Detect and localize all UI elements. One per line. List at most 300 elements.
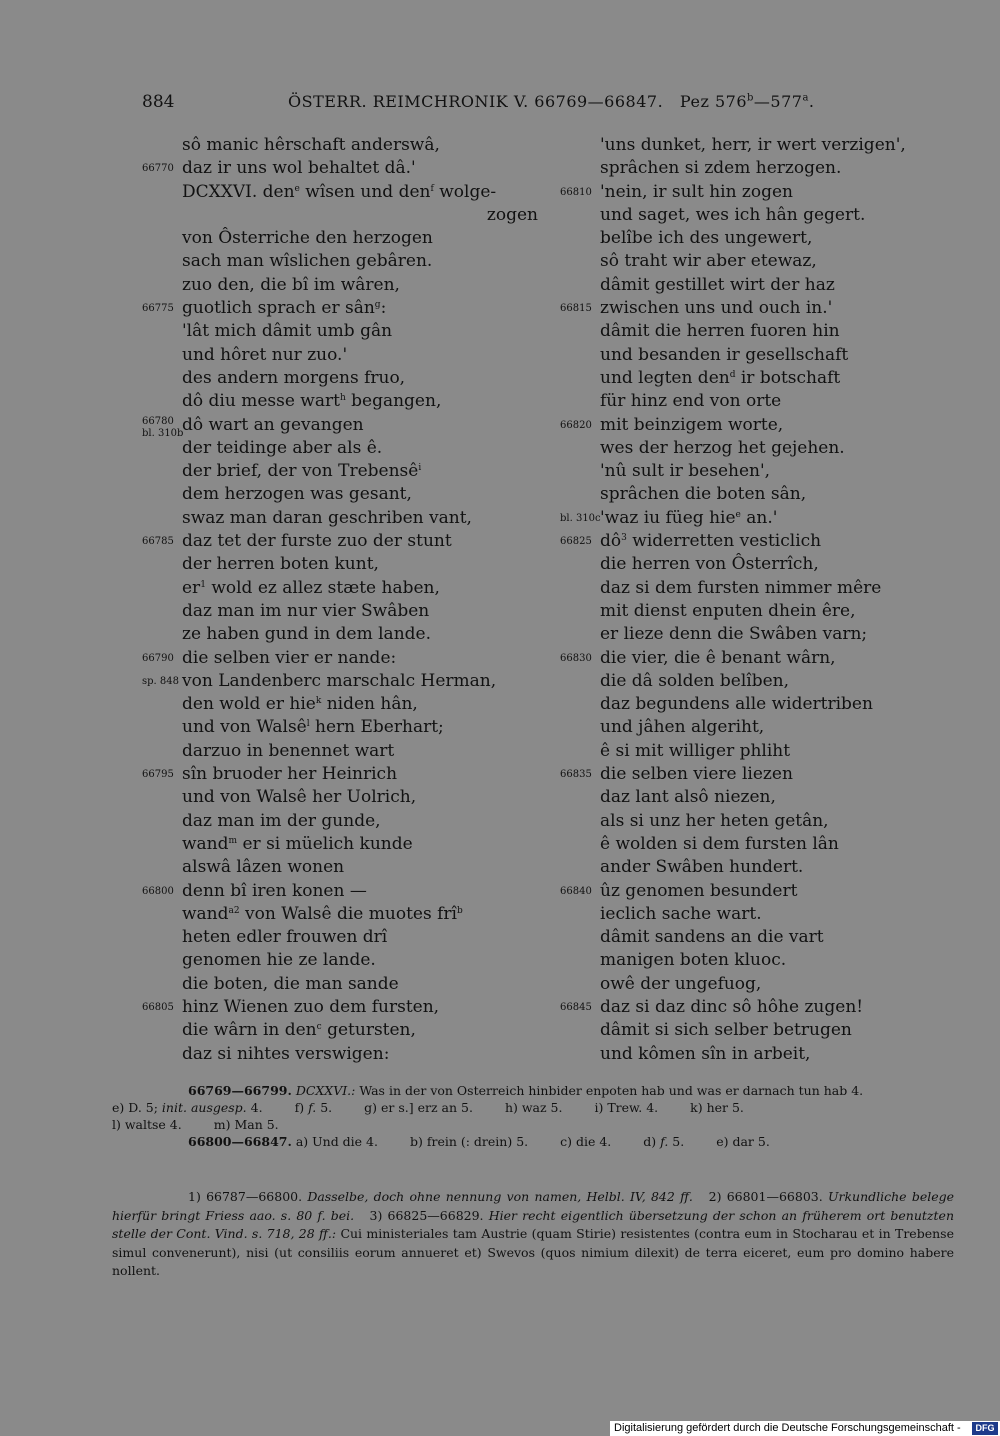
verse-text (600, 553, 819, 576)
verse-line (560, 1019, 980, 1042)
verse-fragment: sprâchen si zdem herzogen. (600, 158, 842, 179)
verse-fragment: 'waz iu füeg hie (600, 507, 736, 528)
verse-line (560, 949, 980, 972)
footnote-marker: e (735, 509, 741, 520)
line-number: 66810 (560, 186, 592, 198)
footnote-marker: 1 (200, 579, 206, 590)
verse-fragment: daz si dem fursten nimmer mêre (600, 577, 882, 598)
apparatus-b: b) frein (: drein) 5. (409, 1134, 529, 1149)
line-number: 66805 (142, 1001, 174, 1013)
verse-line (142, 1043, 562, 1066)
running-title (288, 92, 815, 111)
verse-text (600, 786, 776, 809)
verse-line (142, 763, 562, 786)
verse-fragment: und saget, wes ich hân gegert. (600, 204, 866, 225)
footnote-1-text: Dasselbe, doch ohne nennung von namen, Helbl. IV, 842 ff. (307, 1189, 693, 1204)
verse-text (600, 740, 790, 763)
verse-fragment: wand (182, 833, 229, 854)
verse-text (600, 1043, 810, 1066)
verse-line (142, 507, 562, 530)
verse-fragment: swaz man daran geschriben vant, (182, 507, 472, 528)
footnote-marker: k (315, 696, 322, 707)
verse-fragment: sach man wîslichen gebâren. (182, 251, 433, 272)
footnote-1-ref: 1) 66787—66800. (188, 1189, 303, 1204)
verse-text (182, 577, 440, 600)
verse-fragment: dâmit si sich selber betrugen (600, 1020, 852, 1041)
verse-fragment: die selben vier er nande: (182, 647, 397, 668)
pez-sup-2: a (802, 92, 809, 104)
verse-fragment: als si unz her heten getân, (600, 810, 829, 831)
verse-text (600, 856, 803, 879)
line-number: 66800 (142, 885, 174, 897)
verse-line (142, 949, 562, 972)
verse-text (600, 250, 817, 273)
line-number: 66820 (560, 419, 592, 431)
line-number: 66770 (142, 163, 174, 175)
verse-line (142, 320, 562, 343)
verse-line (142, 810, 562, 833)
verse-text (600, 390, 781, 413)
line-number: 66790 (142, 652, 174, 664)
verse-fragment: daz si nihtes verswigen: (182, 1043, 390, 1064)
verse-fragment: zwischen uns und ouch in.' (600, 298, 833, 319)
line-number (142, 414, 184, 439)
footnote-2-text: Urkundliche belege hierfür bringt Friess aao. s. 80 f. bei. (112, 1189, 955, 1223)
verse-fragment: und jâhen algeriht, (600, 717, 765, 738)
verse-fragment: daz tet der furste zuo der stunt (182, 531, 452, 552)
footnote-marker: a2 (228, 905, 240, 916)
footnote-marker: f (430, 183, 434, 194)
verse-line (142, 227, 562, 250)
verse-text (600, 134, 906, 157)
line-number: 66845 (560, 1001, 592, 1013)
verse-fragment: er si müelich kunde (237, 833, 413, 854)
verse-text (182, 181, 496, 204)
verse-text (182, 414, 364, 437)
verse-line (142, 693, 562, 716)
verse-line (560, 670, 980, 693)
verse-line (142, 460, 562, 483)
verse-fragment: sprâchen die boten sân, (600, 484, 807, 505)
verse-fragment: sîn bruoder her Heinrich (182, 764, 398, 785)
line-number: sp. 848 (142, 675, 179, 687)
page-number: 884 (142, 92, 175, 112)
verse-line (142, 880, 562, 903)
apparatus-i: i) Trew. 4. (594, 1100, 659, 1115)
verse-text (182, 949, 376, 972)
footnote-3-ref: 3) 66825—66829. (369, 1207, 484, 1223)
verse-fragment: und hôret nur zuo.' (182, 344, 348, 365)
line-number: 66825 (560, 536, 592, 548)
verse-text (600, 623, 867, 646)
verse-text (182, 623, 431, 646)
verse-text (600, 157, 841, 180)
verse-text (600, 600, 856, 623)
verse-text (182, 553, 379, 576)
line-number: 66830 (560, 652, 592, 664)
verse-line (142, 623, 562, 646)
apparatus-f-3: 5. (320, 1100, 333, 1115)
apparatus-h: h) waz 5. (504, 1100, 563, 1115)
line-number: bl. 310c (560, 512, 601, 524)
verse-text (600, 670, 789, 693)
verse-fragment: ê wolden si dem fursten lân (600, 833, 839, 854)
line-number: 66835 (560, 769, 592, 781)
verse-line (560, 530, 980, 553)
verse-line (142, 297, 562, 320)
verse-text (600, 204, 865, 227)
verse-fragment: wîsen und den (299, 181, 431, 202)
verse-fragment: die selben viere liezen (600, 764, 793, 785)
pez-sup-1: b (747, 92, 754, 104)
verse-line (142, 483, 562, 506)
verse-line (560, 996, 980, 1019)
verse-text (600, 320, 840, 343)
verse-line (142, 250, 562, 273)
apparatus-d-1: d) (643, 1134, 657, 1149)
verse-fragment: von Ôsterriche den herzogen (182, 228, 433, 249)
verse-fragment: genomen hie ze lande. (182, 950, 376, 971)
apparatus-k: k) her 5. (690, 1100, 744, 1115)
apparatus-range-2: 66800—66847. (188, 1134, 292, 1149)
apparatus-f-2: f. (308, 1100, 317, 1115)
apparatus-d-3: 5. (672, 1134, 685, 1149)
verse-fragment: daz ir uns wol behaltet dâ.' (182, 158, 416, 179)
verse-fragment: ieclich sache wart. (600, 903, 762, 924)
verse-text (182, 460, 421, 483)
verse-text (600, 973, 761, 996)
verse-text (182, 856, 344, 879)
verse-text (182, 530, 452, 553)
verse-fragment: denn bî iren konen — (182, 880, 367, 901)
verse-fragment: die boten, die man sande (182, 973, 399, 994)
verse-text (182, 1019, 416, 1042)
pez-end: . (808, 92, 815, 111)
verse-fragment: dem herzogen was gesant, (182, 484, 412, 505)
verse-text (600, 507, 777, 530)
verse-line (142, 716, 562, 739)
footnote-marker: l (306, 719, 310, 730)
footnote-marker: c (316, 1022, 322, 1033)
verse-fragment: hinz Wienen zuo dem fursten, (182, 996, 440, 1017)
verse-fragment: die dâ solden belîben, (600, 670, 790, 691)
verse-fragment: die wârn in den (182, 1020, 317, 1041)
verse-line (142, 786, 562, 809)
verse-fragment: ûz genomen besundert (600, 880, 798, 901)
verse-line (142, 344, 562, 367)
verse-fragment: dâmit sandens an die vart (600, 927, 824, 948)
verse-line (142, 647, 562, 670)
verse-line (142, 903, 562, 926)
verse-fragment: 'nû sult ir besehen', (600, 461, 771, 482)
verse-fragment: der teidinge aber als ê. (182, 437, 383, 458)
verse-fragment: begangen, (345, 391, 442, 412)
verse-text (182, 670, 496, 693)
pez-mid: —577 (753, 92, 803, 111)
verse-text (600, 483, 806, 506)
footnote-marker: m (228, 835, 238, 846)
page-header (142, 92, 962, 116)
verse-fragment: daz begundens alle widertriben (600, 694, 873, 715)
verse-fragment: wes der herzog het gejehen. (600, 437, 845, 458)
verse-fragment: daz si daz dinc sô hôhe zugen! (600, 996, 864, 1017)
verse-fragment: dô diu messe wart (182, 391, 340, 412)
verse-fragment: er (182, 577, 201, 598)
verse-fragment: alswâ lâzen wonen (182, 857, 345, 878)
verse-text (182, 157, 416, 180)
verse-line (142, 1019, 562, 1042)
verse-fragment: die herren von Ôsterrîch, (600, 554, 819, 575)
verse-text (182, 390, 441, 413)
verse-fragment: daz man im der gunde, (182, 810, 381, 831)
footnote-marker: e (294, 183, 300, 194)
apparatus-d-2: f. (660, 1134, 669, 1149)
verse-fragment: owê der ungefuog, (600, 973, 762, 994)
verse-text (182, 1043, 389, 1066)
verse-text (600, 274, 835, 297)
apparatus-line-3 (112, 1116, 954, 1133)
verse-text (182, 926, 387, 949)
verse-text (182, 763, 397, 786)
verse-text (182, 320, 392, 343)
verse-line (560, 647, 980, 670)
line-number: 66840 (560, 885, 592, 897)
verse-fragment: belîbe ich des ungewert, (600, 228, 813, 249)
verse-text (600, 949, 786, 972)
verse-fragment: zuo den, die bî im wâren, (182, 274, 400, 295)
apparatus-a: a) Und die 4. (295, 1134, 378, 1149)
verse-line (560, 181, 980, 204)
verse-line (560, 600, 980, 623)
verse-text (600, 926, 824, 949)
verse-text (600, 367, 840, 390)
footnote-block (112, 1188, 954, 1281)
verse-line (142, 600, 562, 623)
verse-fragment: getursten, (321, 1020, 416, 1041)
apparatus-line-2 (112, 1099, 954, 1116)
verse-line (560, 320, 980, 343)
verse-text (182, 880, 367, 903)
verse-fragment: mit beinzigem worte, (600, 414, 784, 435)
verse-text (600, 833, 839, 856)
verse-fragment: zogen (486, 204, 538, 225)
apparatus-e-2-variant: e) dar 5. (716, 1134, 770, 1149)
verse-fragment: daz man im nur vier Swâben (182, 600, 430, 621)
footnote-3-text: Hier recht eigentlich übersetzung der schon an früherem ort benutzten stelle der Cont. Vind. s. 718, 28 ff.: (112, 1207, 954, 1241)
verse-text (182, 344, 347, 367)
verse-text (182, 973, 399, 996)
verse-line (560, 250, 980, 273)
verse-text (487, 204, 538, 227)
apparatus-e-2: init. ausgesp. (161, 1100, 247, 1115)
verse-text (182, 134, 440, 157)
apparatus-c: c) die 4. (560, 1134, 612, 1149)
verse-line (142, 414, 562, 437)
verse-text (182, 833, 413, 856)
verse-fragment: für hinz end von orte (600, 391, 782, 412)
verse-fragment: dâmit gestillet wirt der haz (600, 274, 835, 295)
footnote-2-ref: 2) 66801—66803. (708, 1189, 823, 1204)
verse-line (142, 740, 562, 763)
verse-text (600, 693, 873, 716)
line-number: 66795 (142, 769, 174, 781)
apparatus-range-1: 66769—66799. (188, 1083, 292, 1098)
verse-fragment: die vier, die ê benant wârn, (600, 647, 836, 668)
verse-line (560, 716, 980, 739)
verse-text (182, 507, 472, 530)
verse-fragment: heten edler frouwen drî (182, 927, 388, 948)
verse-line (142, 181, 562, 204)
verse-fragment: ir botschaft (735, 367, 841, 388)
verse-line (560, 973, 980, 996)
verse-text (182, 903, 463, 926)
verse-fragment: der brief, der von Trebensê (182, 461, 419, 482)
apparatus-e-3: 4. (250, 1100, 263, 1115)
apparatus-f-1: f) (294, 1100, 305, 1115)
verse-fragment: wold ez allez stæte haben, (205, 577, 440, 598)
verse-text (600, 414, 783, 437)
verse-fragment: hern Eberhart; (309, 717, 444, 738)
verse-line (142, 437, 562, 460)
running-title-text: ÖSTERR. REIMCHRONIK V. 66769—66847. (288, 92, 664, 111)
apparatus-g: g) er s.] erz an 5. (364, 1100, 473, 1115)
verse-text (600, 297, 832, 320)
verse-text (600, 763, 793, 786)
verse-fragment: widerretten vesticlich (626, 531, 822, 552)
verse-fragment: des andern morgens fruo, (182, 367, 406, 388)
verse-fragment: 'uns dunket, herr, ir wert verzigen', (600, 135, 906, 155)
line-number-secondary: bl. 310b (142, 427, 184, 439)
verse-fragment: wand (182, 903, 229, 924)
verse-line (560, 926, 980, 949)
verse-fragment: niden hân, (321, 694, 418, 715)
verse-text (182, 437, 382, 460)
verse-line (560, 693, 980, 716)
right-verse-column (560, 134, 980, 1066)
verse-line (142, 157, 562, 180)
verse-line (142, 670, 562, 693)
verse-line (142, 530, 562, 553)
verse-line (142, 367, 562, 390)
verse-line (560, 577, 980, 600)
verse-text (182, 274, 400, 297)
verse-line (560, 344, 980, 367)
verse-line (560, 810, 980, 833)
left-verse-column (142, 134, 562, 1066)
verse-text (600, 227, 812, 250)
footnote-marker: h (339, 393, 346, 404)
verse-line (560, 204, 980, 227)
line-number: 66815 (560, 303, 592, 315)
footnote-marker: g (374, 300, 381, 311)
line-number: 66785 (142, 536, 174, 548)
verse-text (600, 181, 793, 204)
verse-line (560, 227, 980, 250)
line-number-primary: 66780 (142, 415, 174, 427)
verse-text (182, 786, 416, 809)
verse-line (560, 297, 980, 320)
verse-fragment: von Landenberc marschalc Herman, (182, 670, 497, 691)
verse-fragment: ze haben gund in dem lande. (182, 624, 431, 645)
apparatus-title-1: DCXXVI.: (295, 1083, 356, 1098)
verse-line (142, 204, 562, 227)
verse-line (560, 786, 980, 809)
apparatus-m: m) Man 5. (213, 1117, 279, 1132)
verse-fragment: und von Walsê (182, 717, 307, 738)
verse-fragment: darzuo in benennet wart (182, 740, 395, 761)
verse-text (600, 716, 764, 739)
verse-fragment: dô (600, 531, 622, 552)
verse-fragment: sô traht wir aber etewaz, (600, 251, 817, 272)
verse-text (600, 1019, 852, 1042)
verse-text (182, 297, 386, 320)
verse-text (182, 227, 433, 250)
verse-fragment: an.' (740, 507, 778, 528)
verse-line (560, 274, 980, 297)
verse-line (560, 833, 980, 856)
verse-line (142, 553, 562, 576)
verse-text (182, 810, 381, 833)
verse-text (600, 996, 863, 1019)
verse-fragment: sô manic hêrschaft anderswâ, (182, 135, 440, 155)
verse-fragment: wolge- (433, 181, 497, 202)
verse-line (560, 460, 980, 483)
verse-line (560, 763, 980, 786)
verse-fragment: und besanden ir gesellschaft (600, 344, 849, 365)
verse-text (182, 996, 439, 1019)
verse-fragment: manigen boten kluoc. (600, 950, 787, 971)
verse-fragment: 'nein, ir sult hin zogen (600, 181, 794, 202)
verse-line (560, 740, 980, 763)
footnotes (112, 1188, 954, 1281)
verse-text (600, 903, 762, 926)
digitization-footer (610, 1421, 1000, 1436)
verse-fragment: daz lant alsô niezen, (600, 787, 776, 808)
footnote-marker: b (456, 905, 463, 916)
verse-text (182, 716, 444, 739)
verse-line (560, 390, 980, 413)
verse-line (142, 274, 562, 297)
verse-fragment: dâmit die herren fuoren hin (600, 321, 840, 342)
verse-line (560, 856, 980, 879)
verse-line (142, 996, 562, 1019)
verse-line (142, 134, 562, 157)
verse-fragment: guotlich sprach er sân (182, 298, 375, 319)
pez-prefix: Pez 576 (679, 92, 747, 111)
verse-fragment: und legten den (600, 367, 730, 388)
verse-line (560, 880, 980, 903)
verse-fragment: ê si mit williger phliht (600, 740, 791, 761)
verse-line (560, 367, 980, 390)
verse-fragment: 'lât mich dâmit umb gân (182, 321, 393, 342)
verse-text (600, 810, 829, 833)
verse-line (142, 973, 562, 996)
verse-text (182, 367, 405, 390)
verse-fragment: ander Swâben hundert. (600, 857, 804, 878)
verse-line (560, 507, 980, 530)
verse-line (560, 1043, 980, 1066)
verse-line (142, 390, 562, 413)
verse-fragment: und von Walsê her Uolrich, (182, 787, 417, 808)
footnote-marker: 3 (621, 533, 627, 544)
verse-text (600, 437, 845, 460)
verse-fragment: : (380, 298, 387, 319)
verse-text (600, 880, 797, 903)
verse-fragment: und kômen sîn in arbeit, (600, 1043, 811, 1064)
verse-fragment: dô wart an gevangen (182, 414, 364, 435)
verse-text (600, 577, 881, 600)
verse-text (182, 600, 429, 623)
